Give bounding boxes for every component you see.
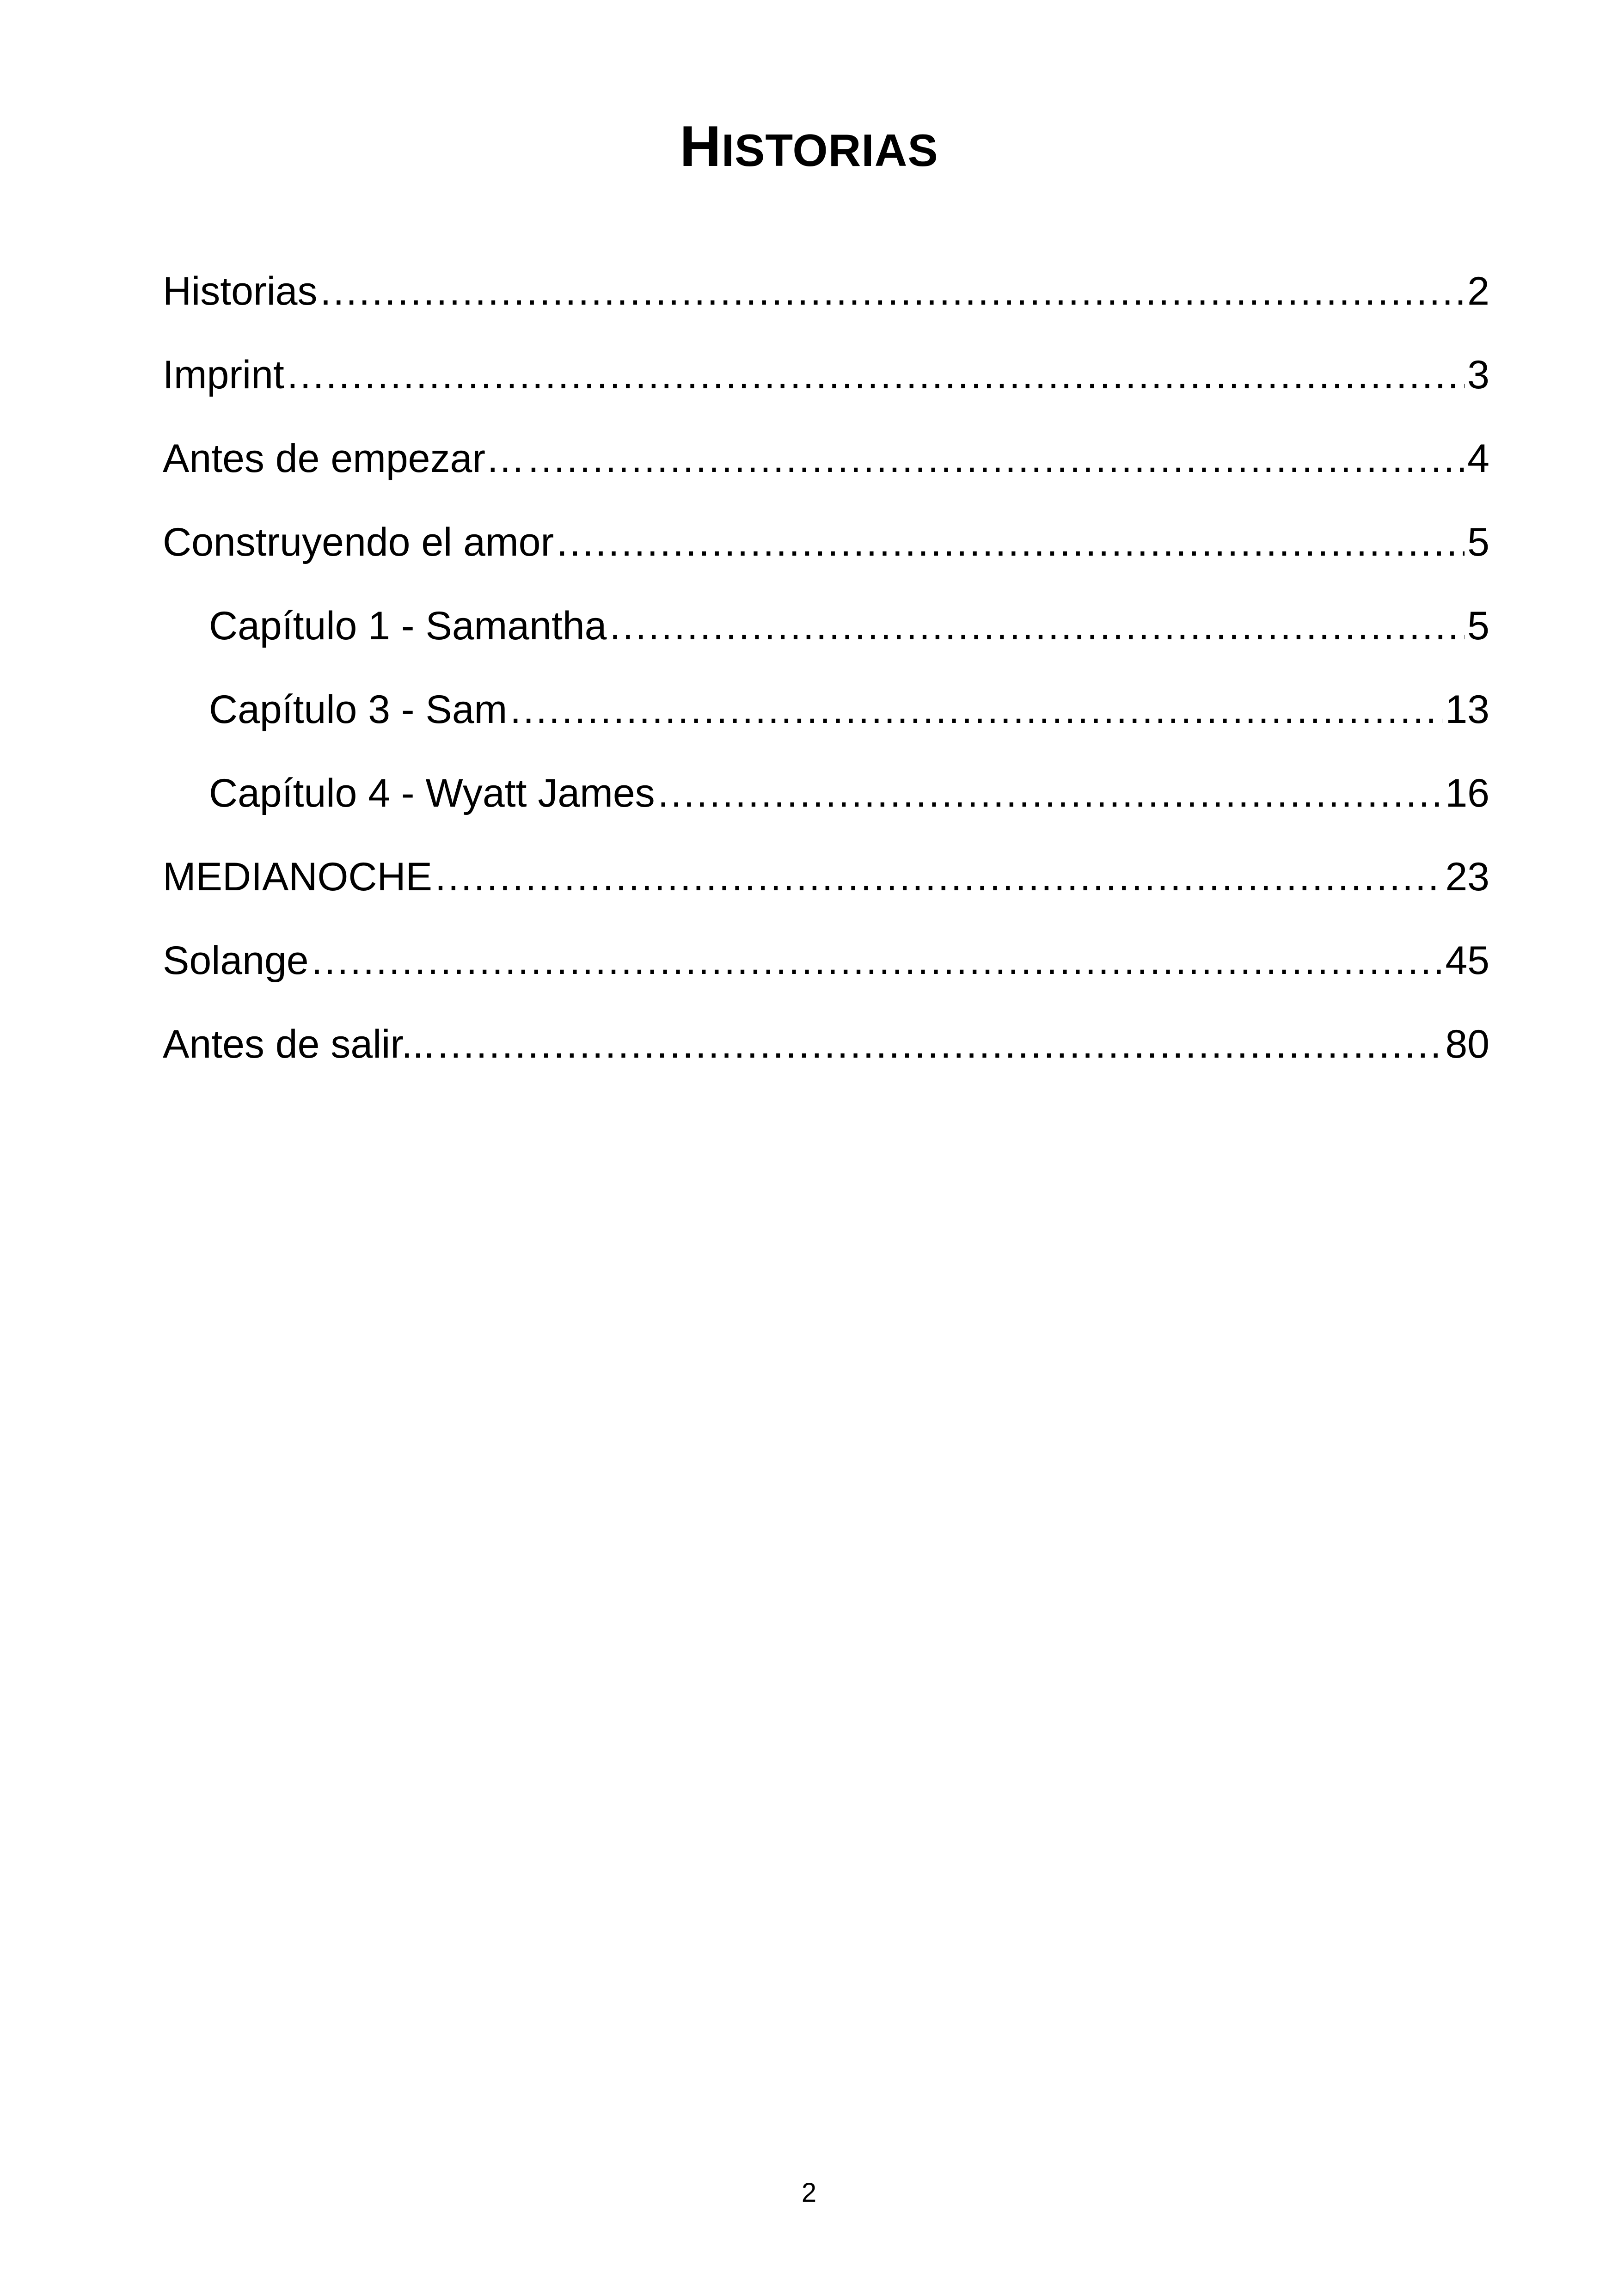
toc-entry-label: Imprint: [163, 353, 284, 397]
toc-leader-dots: [437, 1003, 1442, 1086]
toc-entry-page: 5: [1467, 604, 1489, 648]
toc-entry-label: Solange: [163, 938, 309, 983]
page-title: [0, 115, 1618, 178]
toc-leader-dots: [287, 333, 1465, 417]
toc-entry-label: Historias: [163, 269, 318, 313]
toc-leader-dots: [528, 417, 1465, 501]
toc-leader-dots: [312, 919, 1443, 1003]
toc-leader-dots: [610, 584, 1465, 668]
toc-leader-dots: [658, 752, 1443, 835]
toc-entry-solange[interactable]: [163, 919, 1489, 1003]
toc-entry-label: MEDIANOCHE: [163, 855, 432, 899]
toc-entry-label: Capítulo 1 - Samantha: [209, 604, 607, 648]
toc-entry-label: Capítulo 4 - Wyatt James: [209, 771, 655, 815]
toc-entry-capitulo-3[interactable]: [163, 668, 1489, 752]
toc-entry-page: 13: [1445, 687, 1489, 732]
toc-leader-dots: [557, 501, 1465, 584]
page-number: 2: [801, 2178, 817, 2208]
title-initial: H: [680, 115, 722, 178]
toc-entry-page: 3: [1467, 353, 1489, 397]
toc-entry-imprint[interactable]: [163, 333, 1489, 417]
table-of-contents: [163, 250, 1489, 1086]
toc-leader-dots: [435, 835, 1442, 919]
toc-entry-medianoche[interactable]: [163, 835, 1489, 919]
toc-entry-antes-de-empezar[interactable]: [163, 417, 1489, 501]
toc-entry-construyendo-el-amor[interactable]: [163, 501, 1489, 584]
toc-leader-dots: [320, 250, 1465, 333]
toc-entry-page: 5: [1467, 520, 1489, 564]
toc-entry-page: 4: [1467, 436, 1489, 481]
title-rest: ISTORIAS: [721, 125, 938, 176]
toc-entry-label: Capítulo 3 - Sam: [209, 687, 508, 732]
toc-leader-dots: [510, 668, 1442, 752]
toc-entry-label: Antes de empezar…: [163, 436, 525, 481]
toc-entry-historias[interactable]: [163, 250, 1489, 333]
toc-entry-label: Construyendo el amor: [163, 520, 554, 564]
toc-entry-page: 16: [1445, 771, 1489, 815]
toc-entry-page: 80: [1445, 1022, 1489, 1066]
toc-entry-antes-de-salir[interactable]: [163, 1003, 1489, 1086]
toc-entry-page: 45: [1445, 938, 1489, 983]
toc-entry-page: 23: [1445, 855, 1489, 899]
toc-entry-capitulo-1[interactable]: [163, 584, 1489, 668]
toc-entry-label: Antes de salir...: [163, 1022, 435, 1066]
toc-entry-page: 2: [1467, 269, 1489, 313]
toc-entry-capitulo-4[interactable]: [163, 752, 1489, 835]
